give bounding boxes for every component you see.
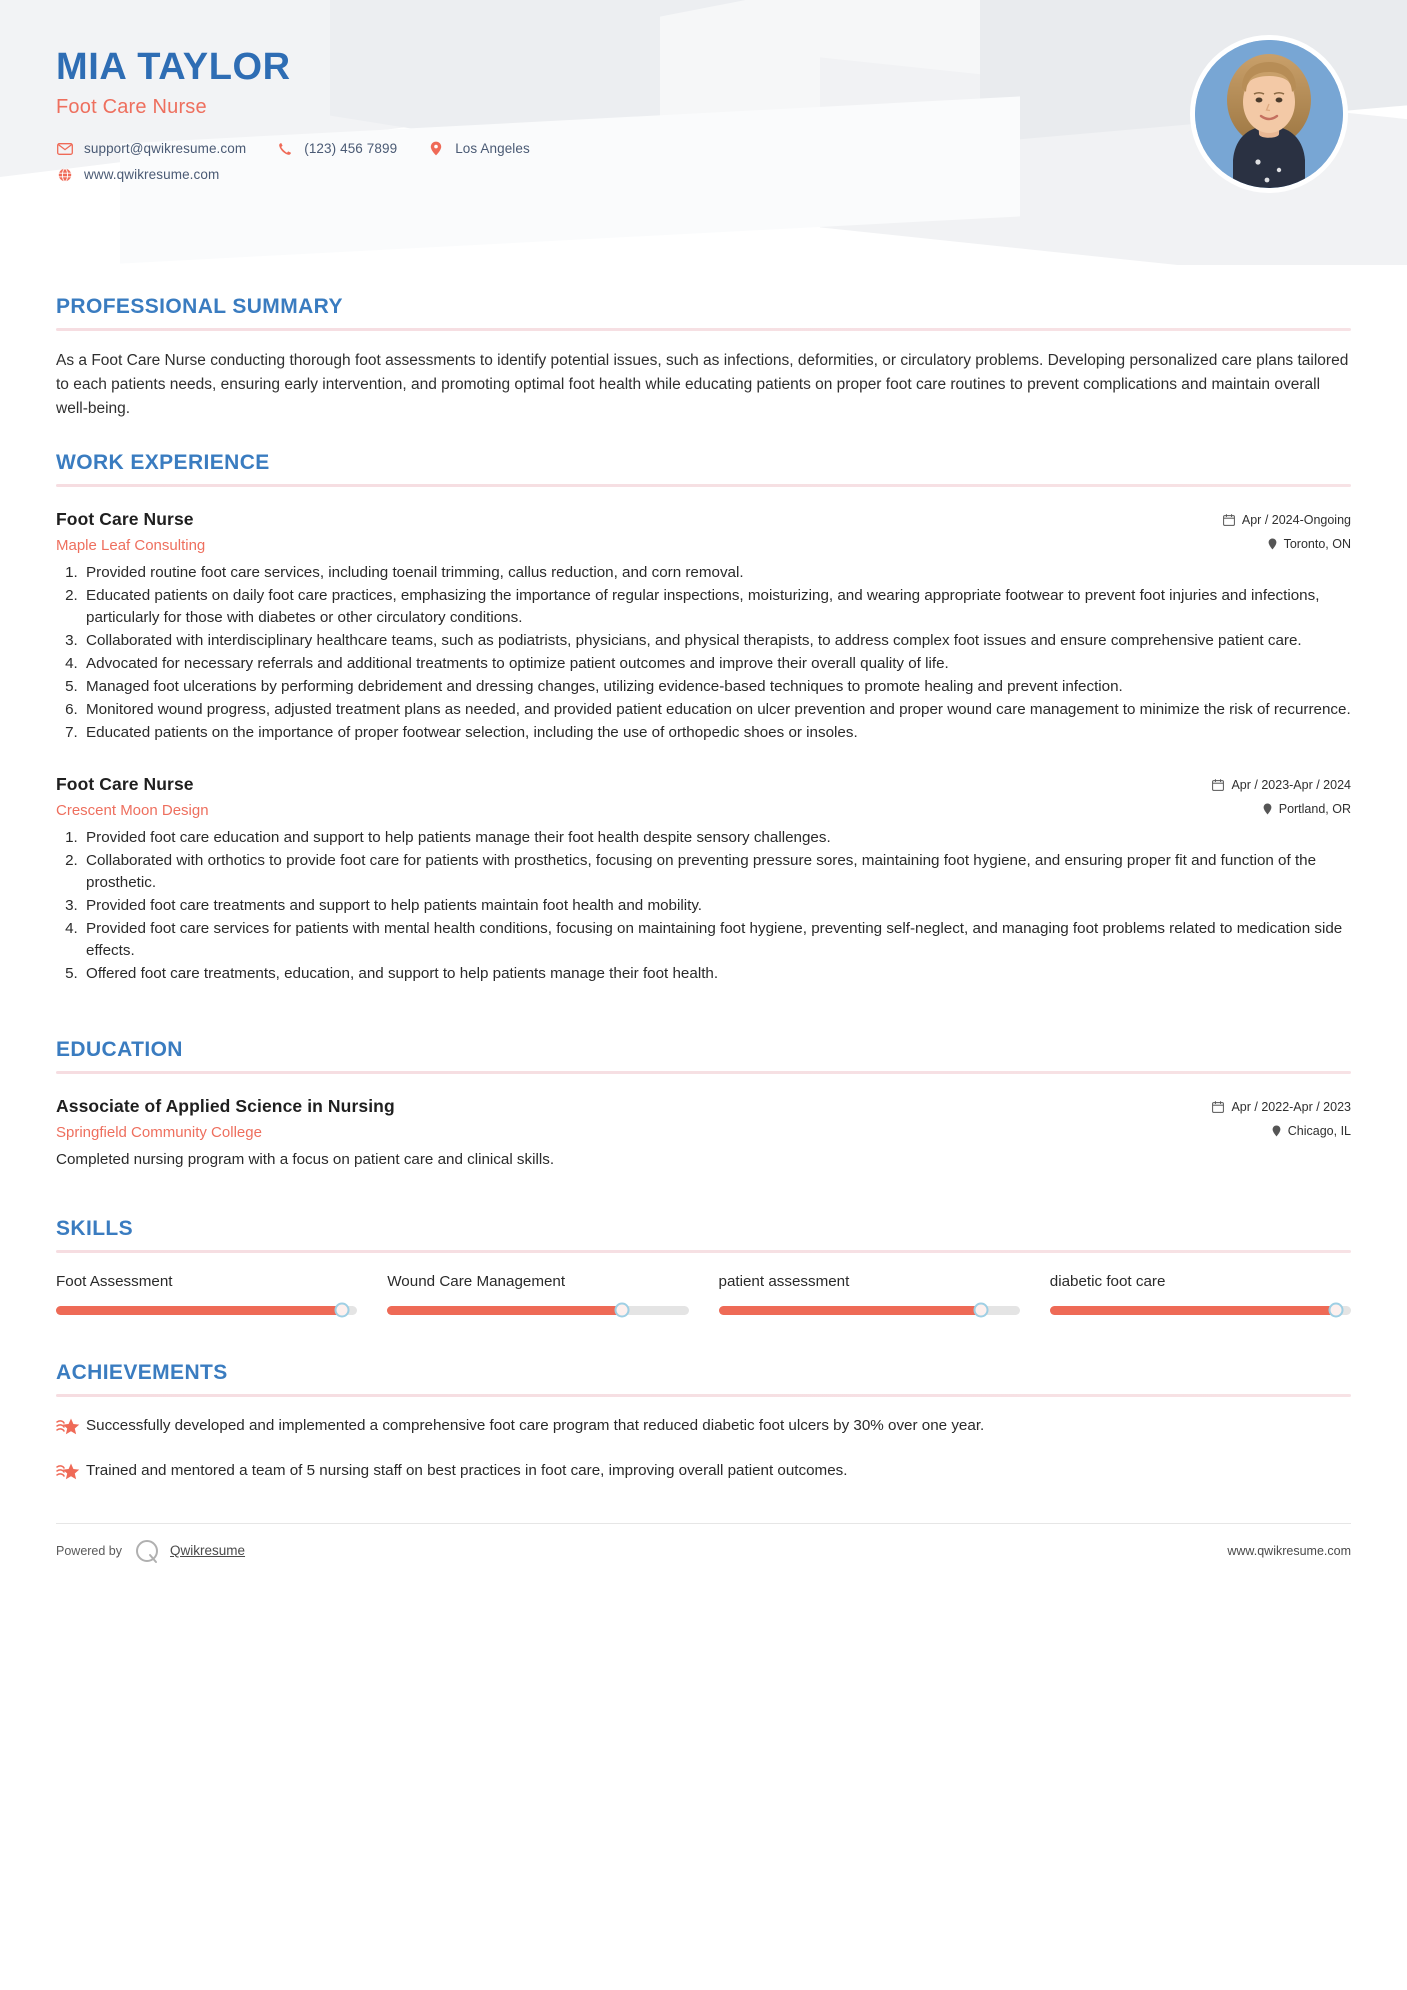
- job-title: Foot Care Nurse: [56, 509, 194, 530]
- education-location-text: Chicago, IL: [1287, 1123, 1351, 1138]
- achievements-list: [56, 1415, 1351, 1489]
- calendar-icon: [1223, 514, 1235, 526]
- section-achievements: [56, 1361, 1351, 1489]
- experience-entry: [56, 509, 1351, 744]
- job-location-text: Portland, OR: [1278, 802, 1351, 817]
- candidate-job-title: Foot Care Nurse: [56, 95, 207, 118]
- bullet-item: 3. Collaborated with interdisciplinary healthcare teams, such as podiatrists, physicians, and physical therapists, to address complex foot issues and ensure comprehensive patient care.: [82, 630, 1351, 652]
- skill-progress-bar[interactable]: [1050, 1306, 1351, 1315]
- section-divider: [56, 484, 1351, 487]
- bullet-item: 7. Educated patients on the importance of proper footwear selection, including the use of orthopedic shoes or insoles.: [82, 722, 1351, 744]
- resume-header: [0, 0, 1407, 265]
- contact-email[interactable]: [56, 141, 246, 157]
- skill-item: [56, 1273, 357, 1315]
- skill-progress-fill: [56, 1306, 342, 1315]
- education-location: [1212, 1124, 1351, 1138]
- job-dates: [1223, 513, 1351, 527]
- bullet-item: 1. Provided foot care education and support to help patients manage their foot health despite sensory challenges.: [82, 827, 1351, 849]
- job-bullets: [56, 562, 1351, 744]
- achievement-text: Successfully developed and implemented a comprehensive foot care program that reduced diabetic foot ulcers by 30% over one year.: [86, 1416, 985, 1434]
- company-name: Crescent Moon Design: [56, 802, 209, 820]
- footer-website: www.qwikresume.com: [1227, 1543, 1351, 1558]
- contact-row-primary: [56, 141, 1351, 157]
- section-professional-summary: [56, 295, 1351, 421]
- star-badge-icon: [56, 1415, 86, 1444]
- education-dates: [1212, 1100, 1351, 1114]
- skills-grid: [56, 1273, 1351, 1315]
- skill-progress-bar[interactable]: [56, 1306, 357, 1315]
- skill-item: [719, 1273, 1020, 1315]
- summary-text: As a Foot Care Nurse conducting thorough foot assessments to identify potential issues, such as infections, deformities, or circulatory problems. Developing personalized care plans tailored to each patients needs, ensuring early intervention, and promoting optimal foot health while educating patients on proper foot care routines to prevent complications and maintain overall well-being.: [56, 352, 1349, 418]
- section-divider: [56, 1071, 1351, 1074]
- contact-phone[interactable]: [276, 141, 397, 157]
- skill-item: [387, 1273, 688, 1315]
- qwikresume-brand-link[interactable]: Qwikresume: [170, 1543, 246, 1559]
- section-title: SKILLS: [56, 1216, 134, 1240]
- bullet-item: 2. Educated patients on daily foot care practices, emphasizing the importance of regular inspections, moisturizing, and wearing appropriate footwear to prevent foot injuries and infections, particularly for those with diabetes or other circulatory conditions.: [82, 585, 1351, 629]
- contact-location-text: Los Angeles: [455, 141, 530, 157]
- education-entry: [56, 1096, 1351, 1171]
- skill-progress-knob[interactable]: [973, 1303, 988, 1318]
- skill-progress-knob[interactable]: [335, 1303, 350, 1318]
- skill-progress-knob[interactable]: [1328, 1303, 1343, 1318]
- skill-label: Wound Care Management: [387, 1272, 566, 1290]
- skill-label: patient assessment: [718, 1272, 850, 1290]
- bullet-item: 4. Advocated for necessary referrals and additional treatments to optimize patient outcomes and improve their overall quality of life.: [82, 653, 1351, 675]
- envelope-icon: [56, 141, 74, 157]
- candidate-name: MIA TAYLOR: [56, 46, 291, 88]
- section-title: EDUCATION: [56, 1037, 183, 1061]
- skill-progress-fill: [387, 1306, 622, 1315]
- job-location-text: Toronto, ON: [1283, 537, 1351, 552]
- job-dates-text: Apr / 2024-Ongoing: [1241, 513, 1351, 528]
- school-name: Springfield Community College: [56, 1123, 262, 1141]
- location-pin-icon: [1263, 803, 1272, 815]
- location-pin-icon: [427, 141, 445, 157]
- degree-title: Associate of Applied Science in Nursing: [56, 1095, 395, 1116]
- bullet-item: 4. Provided foot care services for patients with mental health conditions, focusing on maintaining foot hygiene, preventing self-neglect, and managing foot problems related to medication side effects.: [82, 918, 1351, 962]
- section-divider: [56, 1250, 1351, 1253]
- job-dates-text: Apr / 2023-Apr / 2024: [1231, 778, 1351, 793]
- skill-progress-bar[interactable]: [719, 1306, 1020, 1315]
- contact-row-secondary: [56, 167, 1351, 183]
- bullet-item: 5. Offered foot care treatments, education, and support to help patients manage their foot health.: [82, 963, 1351, 985]
- skill-progress-fill: [719, 1306, 981, 1315]
- company-name: Maple Leaf Consulting: [56, 537, 206, 555]
- section-divider: [56, 328, 1351, 331]
- achievement-item: [56, 1415, 1351, 1444]
- section-title: WORK EXPERIENCE: [56, 451, 270, 475]
- skill-label: Foot Assessment: [56, 1272, 173, 1290]
- contact-phone-text: (123) 456 7899: [304, 141, 398, 157]
- star-badge-icon: [56, 1460, 86, 1489]
- phone-icon: [276, 141, 294, 157]
- page-footer: [56, 1523, 1351, 1586]
- job-bullets: [56, 827, 1351, 985]
- section-education: [56, 1038, 1351, 1171]
- job-location: [1223, 537, 1351, 551]
- bullet-item: 6. Monitored wound progress, adjusted treatment plans as needed, and provided patient education on ulcer prevention and proper wound care management to minimize the risk of recurrence.: [82, 699, 1351, 721]
- location-pin-icon: [1268, 538, 1277, 550]
- education-description: Completed nursing program with a focus on patient care and clinical skills.: [56, 1150, 555, 1168]
- job-dates: [1212, 778, 1351, 792]
- experience-entry: [56, 774, 1351, 985]
- section-skills: [56, 1217, 1351, 1315]
- contact-info: [56, 141, 1351, 183]
- qwikresume-logo-icon: [134, 1538, 160, 1564]
- contact-location: [427, 141, 530, 157]
- bullet-item: 3. Provided foot care treatments and support to help patients maintain foot health and mobility.: [82, 895, 1351, 917]
- calendar-icon: [1212, 779, 1224, 791]
- bullet-item: 1. Provided routine foot care services, including toenail trimming, callus reduction, and corn removal.: [82, 562, 1351, 584]
- calendar-icon: [1212, 1101, 1224, 1113]
- contact-email-text: support@qwikresume.com: [84, 141, 247, 157]
- skill-progress-knob[interactable]: [615, 1303, 630, 1318]
- skill-progress-fill: [1050, 1306, 1336, 1315]
- powered-by-label: Powered by: [56, 1543, 123, 1558]
- skill-progress-bar[interactable]: [387, 1306, 688, 1315]
- bullet-item: 2. Collaborated with orthotics to provide foot care for patients with prosthetics, focusing on preventing pressure sores, maintaining foot hygiene, and ensuring proper fit and function of the prosthetic.: [82, 850, 1351, 894]
- education-dates-text: Apr / 2022-Apr / 2023: [1231, 1099, 1351, 1114]
- location-pin-icon: [1272, 1125, 1281, 1137]
- section-title: ACHIEVEMENTS: [56, 1360, 228, 1384]
- powered-by: [56, 1538, 245, 1564]
- section-work-experience: [56, 451, 1351, 985]
- globe-icon: [56, 167, 74, 183]
- skill-item: [1050, 1273, 1351, 1315]
- achievement-text: Trained and mentored a team of 5 nursing staff on best practices in foot care, improving overall patient outcomes.: [86, 1461, 848, 1479]
- job-title: Foot Care Nurse: [56, 774, 194, 795]
- contact-website-text: www.qwikresume.com: [84, 167, 220, 183]
- section-divider: [56, 1394, 1351, 1397]
- job-location: [1212, 802, 1351, 816]
- bullet-item: 5. Managed foot ulcerations by performing debridement and dressing changes, utilizing evidence-based techniques to promote healing and prevent infection.: [82, 676, 1351, 698]
- avatar: [1195, 40, 1343, 188]
- skill-label: diabetic foot care: [1049, 1272, 1166, 1290]
- section-title: PROFESSIONAL SUMMARY: [56, 295, 343, 318]
- achievement-item: [56, 1460, 1351, 1489]
- contact-website[interactable]: [56, 167, 219, 183]
